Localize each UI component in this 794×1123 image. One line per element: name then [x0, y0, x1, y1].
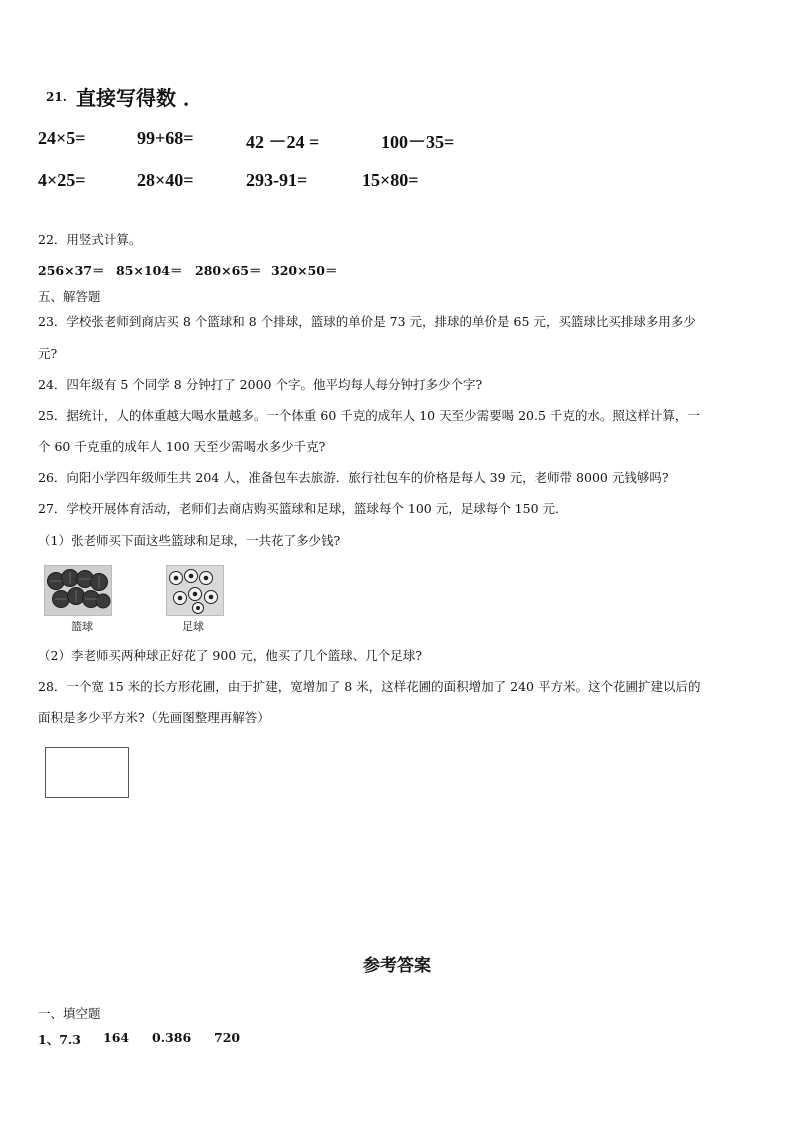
q21-calc-4: 100－35= [381, 132, 455, 152]
answers-title: 参考答案 [363, 956, 431, 976]
q21-calc-5: 4×25= [38, 170, 86, 190]
football-image [166, 565, 224, 616]
football-caption: 足球 [182, 620, 204, 633]
q25-line-2: 个 60 千克重的成年人 100 天至少需喝水多少千克? [38, 439, 326, 454]
q27-sub-1: （1）张老师买下面这些篮球和足球，一共花了多少钱? [38, 533, 341, 548]
q28-line-2: 面积是多少平方米?（先画图整理再解答） [38, 710, 270, 725]
q21-calc-1: 24×5= [38, 128, 86, 148]
q21-number: 21. [46, 90, 67, 104]
answer-1-a: 1、7.3 [38, 1032, 81, 1047]
q23-line-2: 元? [38, 346, 58, 361]
q21-calc-2: 99+68= [137, 128, 194, 148]
basketball-caption: 篮球 [71, 620, 93, 633]
q27-sub-2: （2）李老师买两种球正好花了 900 元，他买了几个篮球、几个足球? [38, 648, 422, 663]
q27-line-1: 27．学校开展体育活动，老师们去商店购买篮球和足球，篮球每个 100 元，足球每个 150 元． [38, 501, 568, 516]
answer-1-d: 720 [214, 1030, 241, 1045]
q25-line-1: 25．据统计，人的体重越大喝水量越多。一个体重 60 千克的成年人 10 天至少需要喝 20.5 千克的水。照这样计算，一 [38, 408, 700, 423]
answer-1-c: 0.386 [152, 1030, 192, 1045]
q21-calc-7: 293-91= [246, 170, 308, 190]
basketball-image [44, 565, 112, 616]
q22-item-2: 85×104＝ [116, 263, 183, 278]
q24-text: 24．四年级有 5 个同学 8 分钟打了 2000 个字。他平均每人每分钟打多少个字? [38, 377, 483, 392]
q22-title: 22．用竖式计算。 [38, 232, 142, 247]
section-5-heading: 五、解答题 [38, 289, 101, 304]
basketball-icon [45, 566, 111, 615]
q28-line-1: 28．一个宽 15 米的长方形花圃，由于扩建，宽增加了 8 米，这样花圃的面积增加了 240 平方米。这个花圃扩建以后的 [38, 679, 701, 694]
q22-item-1: 256×37＝ [38, 263, 105, 278]
q22-item-4: 320×50＝ [271, 263, 338, 278]
q21-calc-3: 42 －24 = [246, 132, 320, 152]
q23-line-1: 23．学校张老师到商店买 8 个篮球和 8 个排球，篮球的单价是 73 元，排球的单价是 65 元，买篮球比买排球多用多少 [38, 314, 696, 329]
q28-rectangle-diagram [45, 747, 129, 798]
answers-section-1: 一、填空题 [38, 1006, 101, 1021]
q21-calc-6: 28×40= [137, 170, 194, 190]
q21-calc-8: 15×80= [362, 170, 419, 190]
answer-1-b: 164 [103, 1030, 130, 1045]
q26-text: 26．向阳小学四年级师生共 204 人，准备包车去旅游．旅行社包车的价格是每人 39 元，老师带 8000 元钱够吗? [38, 470, 669, 485]
q22-item-3: 280×65＝ [195, 263, 262, 278]
football-icon [167, 566, 223, 615]
q21-title: 直接写得数 ． [76, 86, 203, 110]
